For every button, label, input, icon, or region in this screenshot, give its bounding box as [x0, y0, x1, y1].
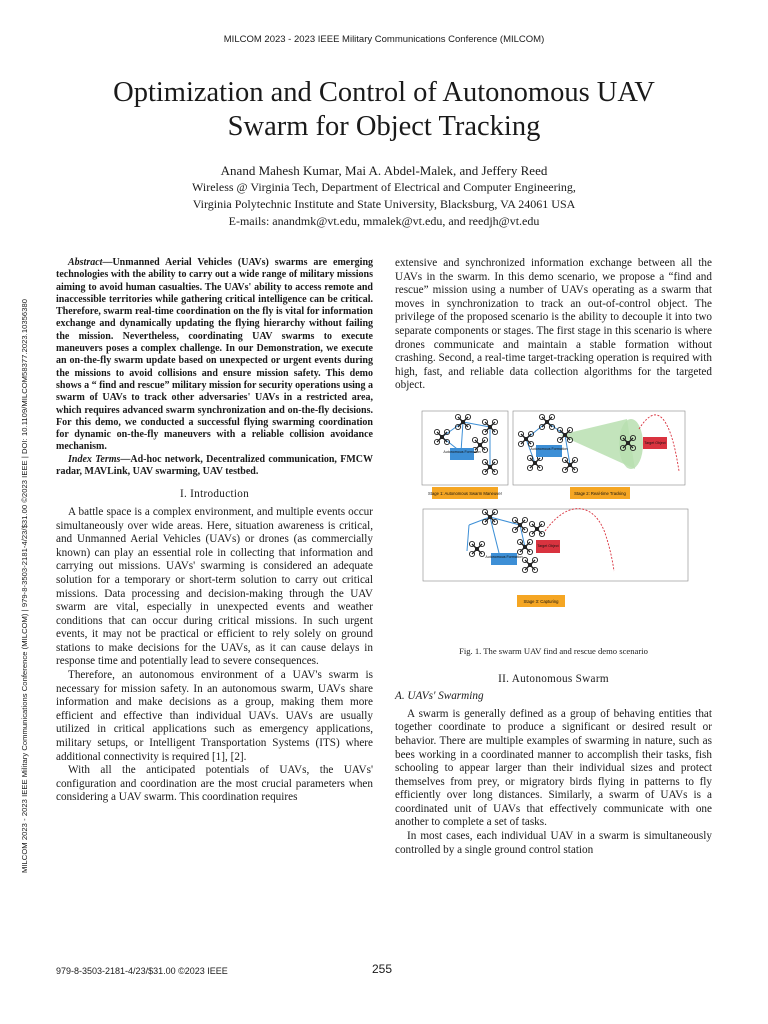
figure-1	[395, 407, 712, 637]
section-2-heading: II. Autonomous Swarm	[498, 672, 609, 685]
doi-line: MILCOM 2023 - 2023 IEEE Military Communications Conference (MILCOM) | 979-8-3503-2181-4/23/$31.00 ©2023 IEEE | DOI: 10.1109/MILCOM58377.2023.10356380	[20, 298, 29, 873]
author-emails: E-mails: anandmk@vt.edu, mmalek@vt.edu, and reedjh@vt.edu	[228, 214, 540, 228]
affiliation-1: Wireless @ Virginia Tech, Department of Electrical and Computer Engineering,	[192, 180, 576, 194]
box-2-label: Autonomous Formation	[530, 446, 568, 451]
abstract-body: —Unmanned Aerial Vehicles (UAVs) swarms are emerging technologies with the ability to carry out a wide range of military missions aiming to avoid human casualties. The UAVs' ability to access remote and inaccessible territories while gathering critical intelligence can be critical. Therefore, swarm real-time coordination on the fly is vital for information exchange and dynamically updating the flying hierarchy without failing the mission. Nevertheless, coordinating UAV swarms to execute maneuvers poses a complex challenge. In our Demonstration, we execute an on-the-fly swarm update based on unexpected or urgent events during the missions to avoid collisions and ensure mission safety. This demo shows a “ find and rescue” military mission for security operations using a swarm of UAVs to track other adversaries' UAVs in a restricted area, which requires advanced swarm synchronization and on-the-fly decisions. For this demo, we conducted a successful flying swarming coordination for dynamic on-the-fly maneuvers with a reliable collision avoidance mechanism.	[56, 257, 373, 453]
index-terms-body: —Ad-hoc network, Decentralized communication, FMCW radar, MAVLink, UAV swarming, UAV testbed.	[56, 453, 373, 478]
figure-1-caption: Fig. 1. The swarm UAV find and rescue demo scenario	[459, 645, 648, 656]
stage-1-label: Stage 1: Autonomous Swarm Maneuver	[427, 490, 503, 496]
panel-stage-1	[422, 411, 508, 499]
stage-2-label: Stage 2: Real-time Tracking	[574, 490, 626, 496]
intro-paragraph-1: A battle space is a complex environment, and multiple events occur simultaneously over wide areas. Here, situation awareness is critical, and Unmanned Aerial Vehicles (UAVs) or drones (as commercially known) can play an essential role in collecting that information and carrying out missions. UAVs' swarming is considered an adequate solution for a temporary or short-term solution to carry out critical missions. Data processing and decision-making through the UAV swarm are vital, especially in unexpected events and weather conditions that can occur during critical missions. In such urgent events, it may not be practical or efficient to rely solely on ground stations to make decisions for the UAVs, as it can cause delays in response time and potentially lead to severe consequences.	[56, 505, 373, 668]
index-terms-label: Index Terms	[68, 453, 121, 465]
panel-stage-2	[513, 411, 685, 499]
side-identifier	[20, 148, 30, 873]
paper-title	[40, 76, 728, 144]
subsection-2a-heading: A. UAVs' Swarming	[395, 690, 484, 703]
intro-paragraph-3: With all the anticipated potentials of UAVs, the UAVs' configuration and coordination are the most crucial parameters when considering a UAV swarm. This coordination requires	[56, 764, 373, 804]
title-line-2: Swarm for Object Tracking	[227, 111, 541, 142]
copyright-footer: 979-8-3503-2181-4/23/$31.00 ©2023 IEEE	[56, 966, 228, 976]
sec2-paragraph-1: A swarm is generally defined as a group of behaving entities that together coordinate to produce a significant or desired result or behavior. There are multiple examples of swarming in nature, such as bees working in a coordinated manner to accomplish their tasks, fish schooling to appear larger than their individual sizes and protect themselves from prey, or migratory birds flying in patterns to fly efficiently over long distances. Similarly, a swarm of UAVs is a coordinated unit of UAVs that effectively communicate with one another to complete a set of tasks.	[395, 707, 712, 829]
stage-3-label: Stage 3: Capturing	[523, 598, 559, 604]
box-3-label: Autonomous Formation	[485, 554, 523, 559]
left-column	[56, 257, 373, 805]
right-column	[395, 257, 712, 857]
target-label-2: Target Object	[644, 440, 666, 445]
conference-header: MILCOM 2023 - 2023 IEEE Military Communications Conference (MILCOM)	[223, 34, 545, 45]
sec2-paragraph-2: In most cases, each individual UAV in a swarm is simultaneously controlled by a single ground control station	[395, 830, 712, 856]
page-number: 255	[372, 962, 393, 976]
right-paragraph-1: extensive and synchronized information exchange between all the UAVs in the swarm. In this demo scenario, we propose a “find and rescue” mission using a number of UAVs operating as a swarm that moves in synchronization to track an out-of-control object. The privilege of the proposed scenario is the ability to decouple it into two separate components or stages. The first stage in this scenario is where drones communicate and maintain a stable formation without crashing. Second, a real-time target-tracking operation is required with high, fast, and reliable data collection algorithms for the targeted object.	[395, 257, 712, 392]
figure-1-diagram	[395, 407, 712, 637]
abstract-label: Abstract	[68, 257, 103, 268]
affiliation-2: Virginia Polytechnic Institute and State University, Blacksburg, VA 24061 USA	[192, 197, 576, 211]
author-block	[40, 162, 728, 230]
panel-stage-3	[423, 509, 688, 607]
title-line-1: Optimization and Control of Autonomous UAV	[113, 77, 655, 108]
abstract	[56, 257, 373, 478]
intro-paragraph-2: Therefore, an autonomous environment of a UAV's swarm is necessary for mission safety. In an autonomous swarm, UAVs share information and make decisions as a group, making them more efficient and effective than individual UAVs. UAVs are usually utilized in critical applications such as emergency applications, military setups, or Intelligent Transportation Systems (ITS) where additional connectivity is required [1], [2].	[56, 669, 373, 763]
section-1-heading: I. Introduction	[179, 488, 250, 501]
target-label-3: Target Object	[537, 543, 559, 548]
box-1-label: Autonomous Formation	[443, 449, 481, 454]
author-names: Anand Mahesh Kumar, Mai A. Abdel-Malek, and Jeffery Reed	[220, 163, 548, 178]
